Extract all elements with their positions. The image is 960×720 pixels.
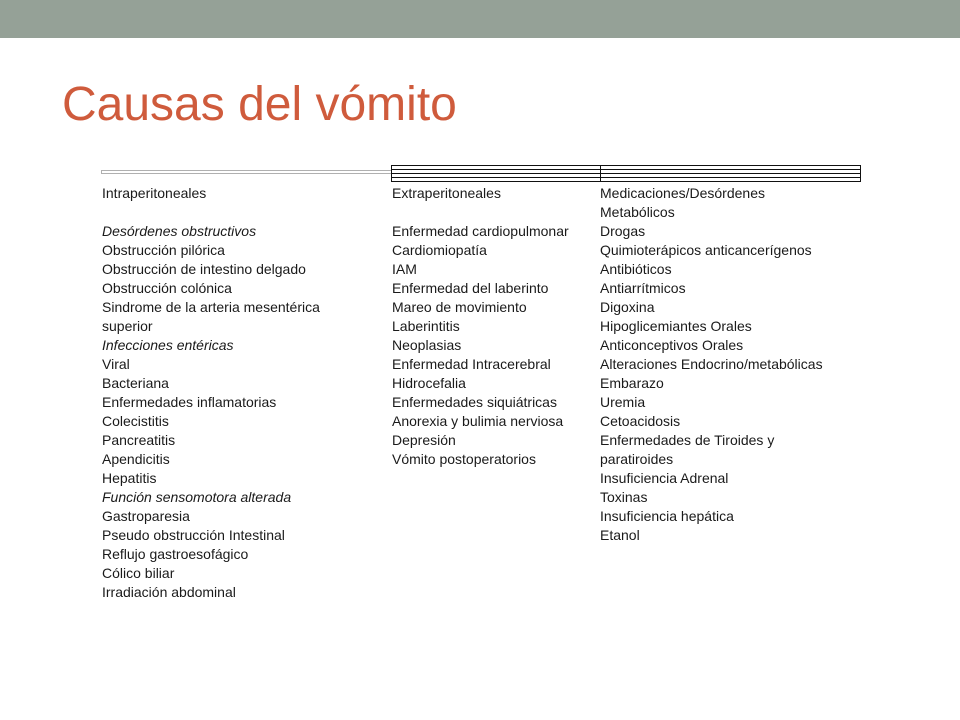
table-cell-line: Drogas [600,223,646,239]
table-cell-line: Alteraciones Endocrino/metabólicas [600,356,823,372]
column-intraperitoneales [102,184,388,602]
table-cell-line: Hipoglicemiantes Orales [600,318,752,334]
top-accent-bar [0,0,960,38]
table-cell-line: superior [102,318,153,334]
table-cell-line: Antiarrítmicos [600,280,686,296]
table-cell-line: Obstrucción colónica [102,280,232,296]
table-cell-line: Anorexia y bulimia nerviosa [392,413,564,429]
table-cell-line: Metabólicos [600,204,675,220]
table-cell-line: Reflujo gastroesofágico [102,546,249,562]
column-header: Intraperitoneales [102,185,207,201]
table-cell-line: Insuficiencia Adrenal [600,470,729,486]
table-cell-line [102,203,388,222]
column-lines [600,203,870,545]
table-cell-line: Gastroparesia [102,508,190,524]
table-cell-line: Cetoacidosis [600,413,681,429]
table-cell-line: Obstrucción pilórica [102,242,225,258]
table-cell-line: Etanol [600,527,640,543]
table-cell-line: Laberintitis [392,318,460,334]
table-cell-line: Cardiomiopatía [392,242,487,258]
column-header: Extraperitoneales [392,185,501,201]
column-medicaciones [600,184,870,545]
table-cell-line: Bacteriana [102,375,169,391]
slide-title: Causas del vómito [62,78,457,131]
table-cell-line: Sindrome de la arteria mesentérica [102,299,320,315]
table-cell-line: Enfermedad cardiopulmonar [392,223,569,239]
category-heading: Desórdenes obstructivos [102,223,257,239]
table-cell-line: Uremia [600,394,646,410]
table-cell-line: Enfermedades siquiátricas [392,394,557,410]
table-cell-line: Pseudo obstrucción Intestinal [102,527,285,543]
table-cell-line: Hepatitis [102,470,157,486]
table-cell-line: Quimioterápicos anticancerígenos [600,242,812,258]
column-lines [102,203,388,602]
table-cell-line: Enfermedades de Tiroides y [600,432,775,448]
table-cell-line: Viral [102,356,130,372]
table-header-rules [101,164,861,184]
table-cell-line: Neoplasias [392,337,462,353]
table-cell-line: Embarazo [600,375,664,391]
table-cell-line: IAM [392,261,417,277]
column-lines [392,203,598,469]
column-header: Medicaciones/Desórdenes [600,185,765,201]
table-cell-line: Antibióticos [600,261,672,277]
table-cell-line: Apendicitis [102,451,170,467]
table-cell-line: Colecistitis [102,413,169,429]
table-cell-line: Vómito postoperatorios [392,451,536,467]
table-cell-line: Enfermedad del laberinto [392,280,549,296]
category-heading: Infecciones entéricas [102,337,234,353]
table-cell-line: Mareo de movimiento [392,299,527,315]
table-cell-line: Irradiación abdominal [102,584,236,600]
column-extraperitoneales [392,184,598,469]
table-cell-line: paratiroides [600,451,674,467]
table-cell-line: Enfermedades inflamatorias [102,394,277,410]
table-cell-line: Depresión [392,432,456,448]
table-cell-line: Insuficiencia hepática [600,508,734,524]
table-cell-line: Hidrocefalia [392,375,466,391]
table-cell-line: Cólico biliar [102,565,175,581]
table-cell-line: Obstrucción de intestino delgado [102,261,306,277]
table-cell-line: Toxinas [600,489,648,505]
category-heading: Función sensomotora alterada [102,489,292,505]
table-cell-line [392,203,598,222]
table-cell-line: Enfermedad Intracerebral [392,356,551,372]
table-cell-line: Pancreatitis [102,432,176,448]
table-cell-line: Anticonceptivos Orales [600,337,744,353]
table-cell-line: Digoxina [600,299,655,315]
